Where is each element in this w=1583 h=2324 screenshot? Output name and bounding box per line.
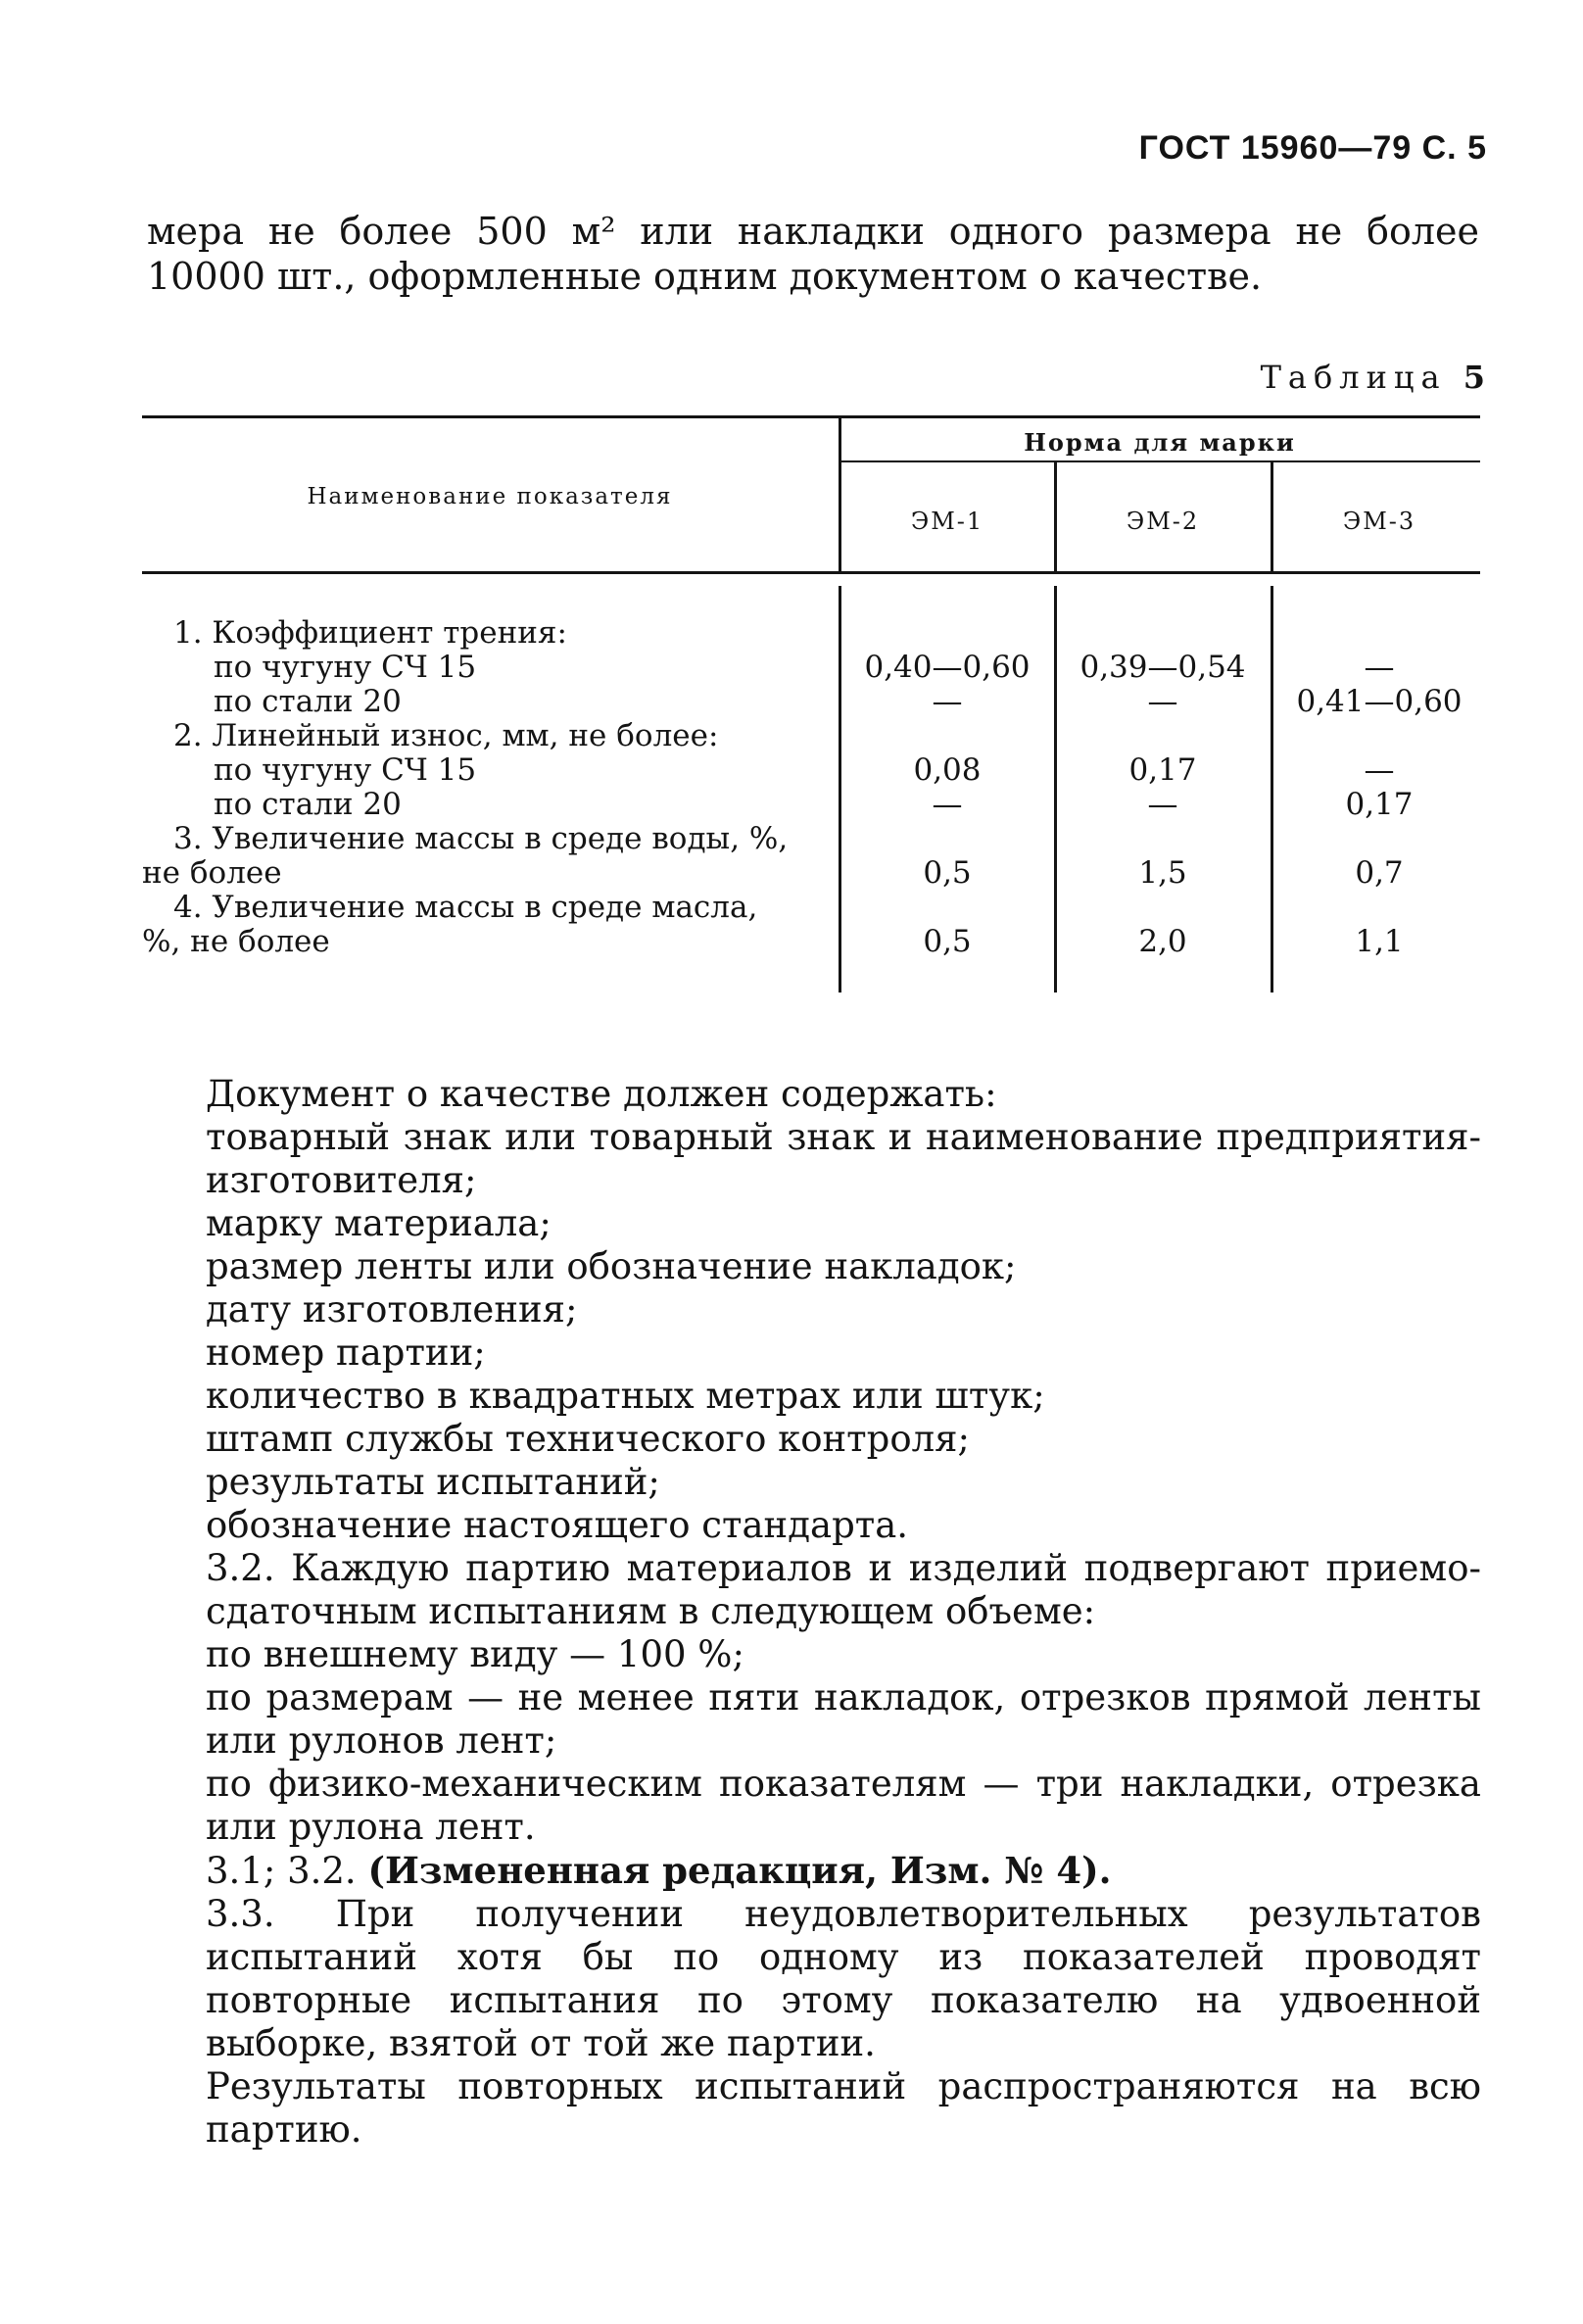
- table-label-prefix: Таблица: [1260, 359, 1447, 396]
- cell-water-em2: 1,5: [1138, 855, 1187, 891]
- cell-friction-steel-em1: —: [932, 684, 963, 719]
- cell-water-em1: 0,5: [923, 855, 972, 891]
- cell-oil-em2: 2,0: [1138, 924, 1187, 959]
- table-col-em3: ЭМ-3: [1342, 508, 1416, 535]
- cell-oil-em3: 1,1: [1355, 924, 1404, 959]
- test-scope-dimensions: по размерам — не менее пяти накладок, отрезков прямой ленты или рулонов лент;: [206, 1676, 1481, 1762]
- intro-paragraph: мера не более 500 м² или накладки одного размера не более 10000 шт., оформленные одним документом о качестве.: [147, 210, 1479, 298]
- paragraph-final: Результаты повторных испытаний распространяются на всю партию.: [206, 2065, 1481, 2151]
- page-header: ГОСТ 15960—79 С. 5: [1138, 129, 1487, 167]
- cell-wear-iron-em1: 0,08: [913, 752, 982, 788]
- paragraph-3-2: 3.2. Каждую партию материалов и изделий подвергают приемо-сдаточным испытаниям в следующем объеме:: [206, 1547, 1481, 1632]
- row-label-oil: 4. Увеличение массы в среде масла,: [173, 890, 758, 925]
- table-norm-rule: [840, 460, 1480, 462]
- doc-item-results: результаты испытаний;: [206, 1461, 660, 1503]
- amendment-note: [137, 1849, 1481, 1893]
- paragraph-3-3: 3.3. При получении неудовлетворительных результатов испытаний хотя бы по одному из показателей проводят повторные испытания по этому показателю на удвоенной выборке, взятой от той же партии.: [206, 1893, 1481, 2064]
- cell-friction-iron-em1: 0,40—0,60: [864, 650, 1031, 685]
- table-header-norm: Норма для марки: [1024, 428, 1296, 457]
- doc-item-batch: номер партии;: [206, 1331, 486, 1374]
- doc-item-size: размер ленты или обозначение накладок;: [206, 1245, 1017, 1287]
- row-label-friction: 1. Коэффициент трения:: [173, 615, 567, 651]
- row-label-oil-max: %, не более: [142, 924, 330, 959]
- table-header-rule: [142, 571, 1480, 574]
- cell-friction-iron-em2: 0,39—0,54: [1079, 650, 1246, 685]
- row-label-water-max: не более: [142, 855, 282, 891]
- row-label-wear-iron: по чугуну СЧ 15: [214, 752, 477, 788]
- cell-oil-em1: 0,5: [923, 924, 972, 959]
- row-label-water: 3. Увеличение массы в среде воды, %,: [173, 821, 789, 856]
- amendment-bold: (Измененная редакция, Изм. № 4).: [367, 1849, 1112, 1892]
- cell-wear-steel-em2: —: [1147, 787, 1178, 822]
- doc-item-quantity: количество в квадратных метрах или штук;: [206, 1375, 1045, 1417]
- doc-item-trademark: товарный знак или товарный знак и наименование предприятия-изготовителя;: [206, 1116, 1481, 1201]
- test-scope-visual: по внешнему виду — 100 %;: [206, 1633, 744, 1675]
- table-top-rule: [142, 415, 1480, 418]
- cell-wear-steel-em1: —: [932, 787, 963, 822]
- table-label: [1261, 359, 1485, 396]
- cell-wear-steel-em3: 0,17: [1345, 787, 1414, 822]
- cell-wear-iron-em3: —: [1364, 752, 1395, 788]
- doc-item-date: дату изготовления;: [206, 1288, 578, 1331]
- doc-item-stamp: штамп службы технического контроля;: [206, 1418, 970, 1460]
- amendment-ref: 3.1; 3.2.: [206, 1850, 357, 1892]
- doc-item-standard: обозначение настоящего стандарта.: [206, 1504, 909, 1546]
- table-header-indicator: Наименование показателя: [307, 484, 673, 509]
- doc-item-material: марку материала;: [206, 1202, 552, 1244]
- cell-friction-steel-em3: 0,41—0,60: [1296, 684, 1463, 719]
- test-scope-physical: по физико-механическим показателям — три накладки, отрезка или рулона лент.: [206, 1763, 1481, 1848]
- cell-friction-steel-em2: —: [1147, 684, 1178, 719]
- table-col-em2: ЭМ-2: [1126, 508, 1200, 535]
- table-label-number: 5: [1463, 359, 1485, 396]
- row-label-friction-iron: по чугуну СЧ 15: [214, 650, 477, 685]
- cell-water-em3: 0,7: [1355, 855, 1404, 891]
- body-text: [137, 1073, 1481, 2152]
- row-label-wear-steel: по стали 20: [214, 787, 402, 822]
- cell-friction-iron-em3: —: [1364, 650, 1395, 685]
- row-label-wear: 2. Линейный износ, мм, не более:: [173, 718, 719, 753]
- row-label-friction-steel: по стали 20: [214, 684, 402, 719]
- table-col-em1: ЭМ-1: [910, 508, 984, 535]
- cell-wear-iron-em2: 0,17: [1128, 752, 1197, 788]
- doc-intro: Документ о качестве должен содержать:: [206, 1073, 997, 1115]
